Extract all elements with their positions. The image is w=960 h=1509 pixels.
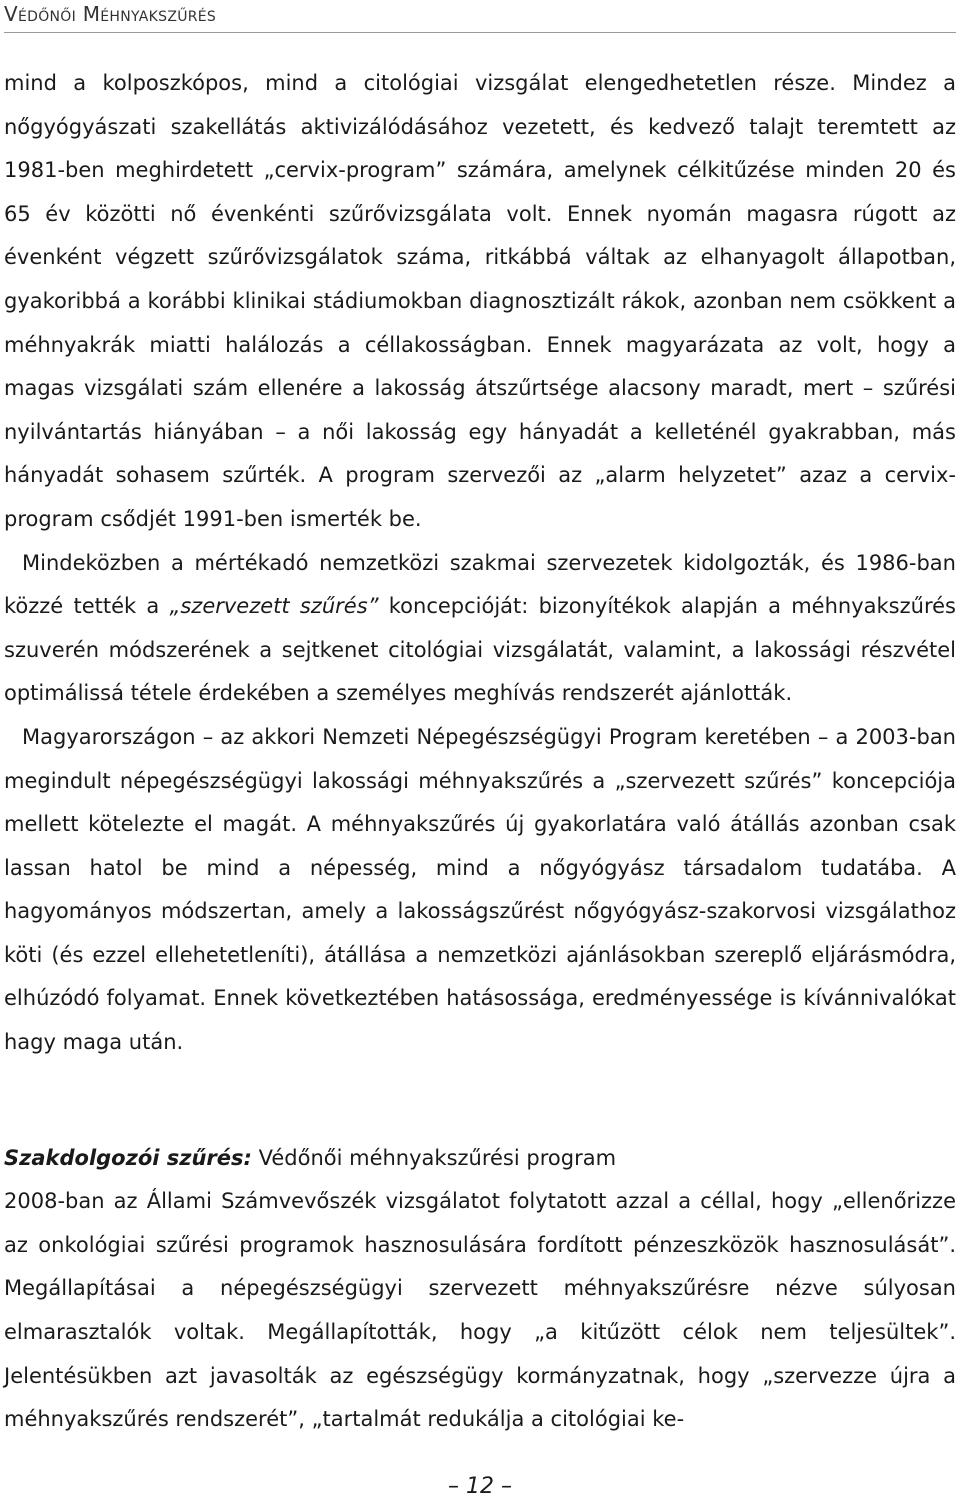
section-heading-lead: Szakdolgozói szűrés: xyxy=(4,1145,252,1170)
paragraph-3: Magyarországon – az akkori Nemzeti Népegészségügyi Program keretében – a 2003-ban megindult népegészségügyi lakossági méhnyakszűrés a „szervezett szűrés” koncepciója mellett kötelezte el magát. A méhnyakszűrés új gyakorlatára való átállás azonban csak lassan hatol be mind a népesség, mind a nőgyógyász társadalom tudatába. A hagyományos módszertan, amely a lakosságszűrést nőgyógyász-szakorvosi vizsgálathoz köti (és ezzel ellehetetleníti), átállása a nemzetközi ajánlásokban szereplő eljárásmódra, elhúzódó folyamat. Ennek következtében hatásossága, eredményessége is kívánnivalókat hagy maga után. xyxy=(4,724,956,1055)
page-number: – 12 – xyxy=(448,1474,512,1499)
page-content xyxy=(4,62,956,1442)
running-header xyxy=(4,2,956,33)
section-heading xyxy=(4,1137,956,1181)
running-title: Védőnői Méhnyakszűrés xyxy=(4,2,217,26)
section-gap xyxy=(4,1065,956,1137)
paragraph-2-text-b: koncepcióját: bizonyítékok alapján a méhnyakszűrés szuverén módszerének a sejtkenet citológiai vizsgálatát, valamint, a lakossági részvétel optimálissá tétele érdekében a személyes meghívás rendszerét ajánlották. xyxy=(4,594,956,706)
paragraph-2 xyxy=(4,542,956,716)
paragraph-2-emphasis: „szervezett szűrés” xyxy=(169,594,379,619)
paragraph-2-text-a: Mindeközben a mértékadó nemzetközi szakmai szervezetek kidolgozták, és 1986-ban közzé tették a xyxy=(4,550,956,619)
section-heading-rest: Védőnői méhnyakszűrési program xyxy=(251,1145,617,1170)
paragraph-1: mind a kolposzkópos, mind a citológiai vizsgálat elengedhetetlen része. Mindez a nőgyógyászati szakellátás aktivizálódásához vezetett, és kedvező talajt teremtett az 1981-ben meghirdetett „cervix-program” számára, amelynek célkitűzése minden 20 és 65 év közötti nő évenkénti szűrővizsgálata volt. Ennek nyomán magasra rúgott az évenként végzett szűrővizsgálatok száma, ritkábbá váltak az elhanyagolt állapotban, gyakoribbá a korábbi klinikai stádiumokban diagnosztizált rákok, azonban nem csökkent a méhnyakrák miatti halálozás a céllakosságban. Ennek magyarázata az volt, hogy a magas vizsgálati szám ellenére a lakosság átszűrtsége alacsony maradt, mert – szűrési nyilvántartás hiányában – a női lakosság egy hányadát a kelleténél gyakrabban, más hányadát sohasem szűrték. A program szervezői az „alarm helyzetet” azaz a cervix-program csődjét 1991-ben ismerték be. xyxy=(4,71,956,531)
paragraph-4: 2008-ban az Állami Számvevőszék vizsgálatot folytatott azzal a céllal, hogy „ellenőrizze az onkológiai szűrési programok hasznosulására fordított pénzeszközök hasznosulását”. Megállapításai a népegészségügyi szervezett méhnyakszűrésre nézve súlyosan elmarasztalók voltak. Megállapították, hogy „a kitűzött célok nem teljesültek”. Jelentésükben azt javasolták az egészségügy kormányzatnak, hogy „szervezze újra a méhnyakszűrés rendszerét”, „tartalmát redukálja a citológiai ke- xyxy=(4,1189,956,1432)
